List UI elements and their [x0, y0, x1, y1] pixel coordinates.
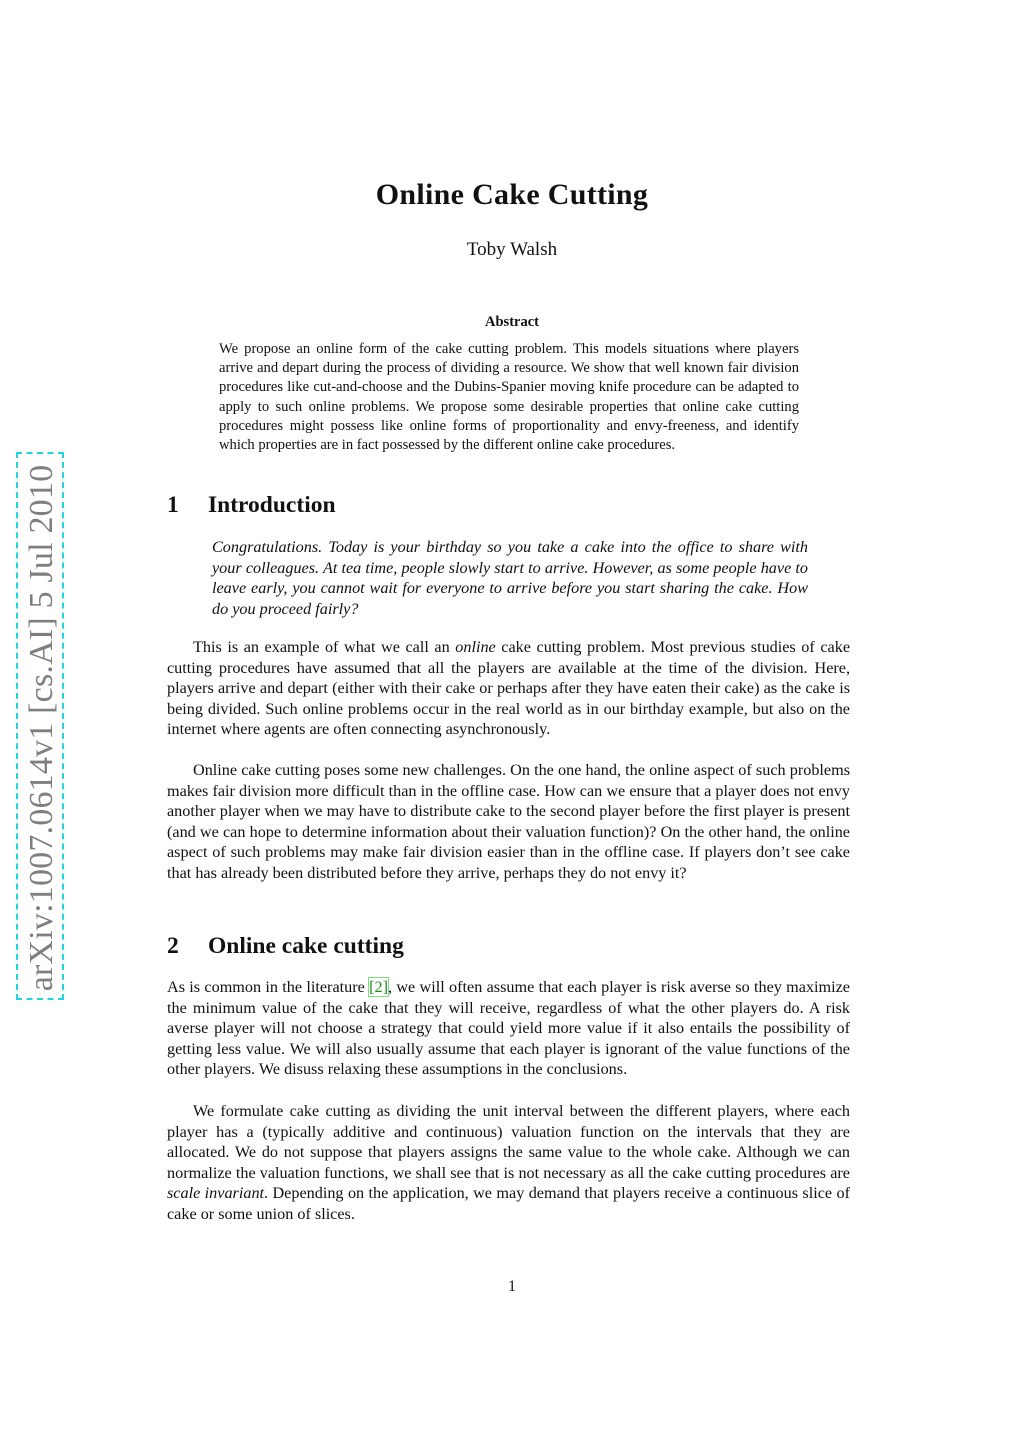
text-run: We formulate cake cutting as dividing the unit interval between the different players, where each player has a (typically additive and continuous) valuation function on the intervals that they are allocated. We do not suppose that players assigns the same value to the whole cake. Although we can normalize the valuation functions, we shall see that is not necessary as all the cake cutting procedures are — [167, 1102, 850, 1182]
paper-title: Online Cake Cutting — [375, 178, 649, 211]
arxiv-stamp — [16, 452, 64, 1000]
paper-author: Toby Walsh — [466, 239, 558, 260]
intro-quote: Congratulations. Today is your birthday so you take a cake into the office to share with your colleagues. At tea time, people slowly start to arrive. However, as some people have to leave early, you cannot wait for everyone to arrive before you start sharing the cake. How do you proceed fairly? — [212, 538, 808, 618]
section-heading-introduction — [167, 492, 336, 519]
text-run: This is an example of what we call an — [193, 638, 456, 656]
section-number: 2 — [167, 933, 179, 959]
intro-paragraph-2: Online cake cutting poses some new challenges. On the one hand, the online aspect of such problems makes fair division more difficult than in the offline case. How can we ensure that a player does not envy another player when we may have to distribute cake to the second player before the first player is present (and we can hope to determine information about their valuation function)? On the other hand, the online aspect of such problems may make fair division easier than in the offline case. If players don’t see cake that has already been distributed before they arrive, perhaps they do not envy it? — [167, 761, 850, 882]
section-number: 1 — [167, 492, 179, 518]
text-run: , we will often assume that each player is risk averse so they maximize the minimum value of the cake that they will receive, regardless of what the other players do. A risk averse player will not choose a strategy that could yield more value if it also entails the possibility of getting less value. We will also usually assume that each player is ignorant of the value functions of the other players. We disuss relaxing these assumptions in the conclusions. — [167, 978, 850, 1079]
section-title: Introduction — [208, 492, 336, 518]
section-title: Online cake cutting — [208, 933, 404, 959]
text-run: cake cutting problem. Most previous studies of cake cutting procedures have assumed that all the players are available at the time of the division. Here, players arrive and depart (either with their cake or perhaps after they have eaten their cake) as the cake is being divided. Such online problems occur in the real world as in our birthday example, but also on the internet where agents are often connecting asynchronously. — [167, 638, 850, 739]
intro-paragraph-1 — [167, 637, 850, 740]
section-heading-online-cake-cutting — [167, 933, 404, 960]
page-number: 1 — [508, 1278, 516, 1295]
abstract-heading: Abstract — [485, 314, 539, 330]
arxiv-identifier[interactable]: arXiv:1007.0614v1 [cs.AI] 5 Jul 2010 — [23, 464, 60, 992]
section2-paragraph-2 — [167, 1101, 850, 1225]
citation-link[interactable]: [2] — [369, 978, 388, 996]
text-run: As is common in the literature — [167, 978, 370, 996]
emphasis-online: online — [455, 638, 496, 656]
section2-paragraph-1 — [167, 977, 850, 1080]
emphasis-scale-invariant: scale invariant — [167, 1184, 265, 1203]
text-run: . Depending on the application, we may demand that players receive a continuous slice of cake or some union of slices. — [167, 1184, 850, 1223]
abstract-text: We propose an online form of the cake cutting problem. This models situations where players arrive and depart during the process of dividing a resource. We show that well known fair division procedures like cut-and-choose and the Dubins-Spanier moving knife procedure can be adapted to apply to such online problems. We propose some desirable properties that online cake cutting procedures might possess like online forms of proportionality and envy-freeness, and identify which properties are in fact possessed by the different online cake procedures. — [219, 341, 799, 454]
